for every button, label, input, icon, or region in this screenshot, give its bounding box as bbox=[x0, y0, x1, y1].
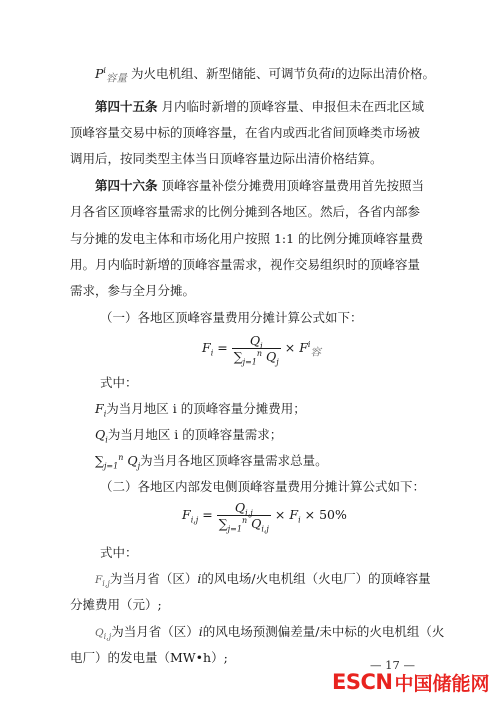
definition-sum-qj: $\sum_{j=1}^n$ $Q_j$为当月各地区顶峰容量需求总量。 bbox=[95, 452, 328, 471]
definition-fi: $F_i$为当月地区 i 的顶峰容量分摊费用； bbox=[95, 401, 306, 419]
article-46-title: 第四十六条 bbox=[95, 178, 158, 193]
article-45-title: 第四十五条 bbox=[95, 99, 158, 114]
logo-en-text: ESCN bbox=[332, 670, 393, 694]
definition-qij-line-1: $Q_{i,j}$为当月省（区）i的风电场预测偏差量/未中标的火电机组（火 bbox=[95, 624, 445, 642]
formula-1: $F_i$ = $\frac{Q_i}{\sum_{j=1}^n Q_j}$ × $F^i_容$ bbox=[202, 333, 321, 367]
definition-qi: $Q_i$为当月地区 i 的顶峰容量需求； bbox=[95, 427, 283, 445]
article-45-line-2: 顶峰容量交易中标的顶峰容量，在省内或西北省间顶峰类市场被 bbox=[70, 125, 421, 140]
where-label-2: 式中： bbox=[100, 545, 138, 560]
price-definition-line: $P^i_{容量}$ 为火电机组、新型储能、可调节负荷i的边际出清价格。 bbox=[95, 65, 435, 85]
definition-fij-line-2: 分摊费用（元）; bbox=[70, 597, 162, 612]
article-46-line-2: 月各省区顶峰容量需求的比例分摊到各地区。然后，各省内部参 bbox=[70, 204, 421, 219]
formula-2-fraction: $\frac{Q_{i,j}}{\sum_{j=1}^n Q_{i,j}}$ bbox=[218, 500, 269, 534]
article-46-line-4: 用。月内临时新增的顶峰容量需求，视作交易组织时的顶峰容量 bbox=[70, 257, 421, 272]
section-2-heading: （二）各地区内部发电侧顶峰容量费用分摊计算公式如下： bbox=[100, 479, 426, 494]
formula-2-lhs: $F_{i,j}$ bbox=[182, 507, 199, 525]
formula-2: $F_{i,j}$ = $\frac{Q_{i,j}}{\sum_{j=1}^n Q_{i,j}}$ × $F_i \times 50\%$ bbox=[182, 500, 347, 534]
article-45-line-3: 调用后，按同类型主体当日顶峰容量边际出清价格结算。 bbox=[70, 151, 383, 166]
formula-1-fraction: $\frac{Q_i}{\sum_{j=1}^n Q_j}$ bbox=[233, 333, 279, 367]
definition-fij-line-1: $F_{i,j}$为当月省（区）i的风电场/火电机组（火电厂）的顶峰容量 bbox=[95, 571, 431, 589]
article-46-line-3: 与分摊的发电主体和市场化用户按照 1:1 的比例分摊顶峰容量费 bbox=[70, 231, 424, 246]
article-45-line-1: 第四十五条 月内临时新增的顶峰容量、申报但未在西北区域 bbox=[95, 99, 425, 114]
logo-cn-text: 中国储能网 bbox=[394, 672, 490, 695]
where-label-1: 式中： bbox=[100, 375, 138, 390]
section-1-heading: （一）各地区顶峰容量费用分摊计算公式如下： bbox=[100, 310, 363, 325]
definition-qij-line-2: 电厂）的发电量（MW•h）; bbox=[70, 650, 228, 665]
page-number: — 17 — bbox=[370, 658, 415, 672]
article-46-line-5: 需求，参与全月分摊。 bbox=[70, 283, 196, 298]
formula-1-lhs: $F_i$ bbox=[202, 340, 214, 358]
escn-logo bbox=[332, 671, 489, 693]
p-symbol: $P^i_{容量}$ bbox=[95, 65, 127, 85]
article-46-line-1: 第四十六条 顶峰容量补偿分摊费用顶峰容量费用首先按照当 bbox=[95, 178, 425, 193]
formula-1-rhs: $F^i_容$ bbox=[299, 339, 321, 359]
